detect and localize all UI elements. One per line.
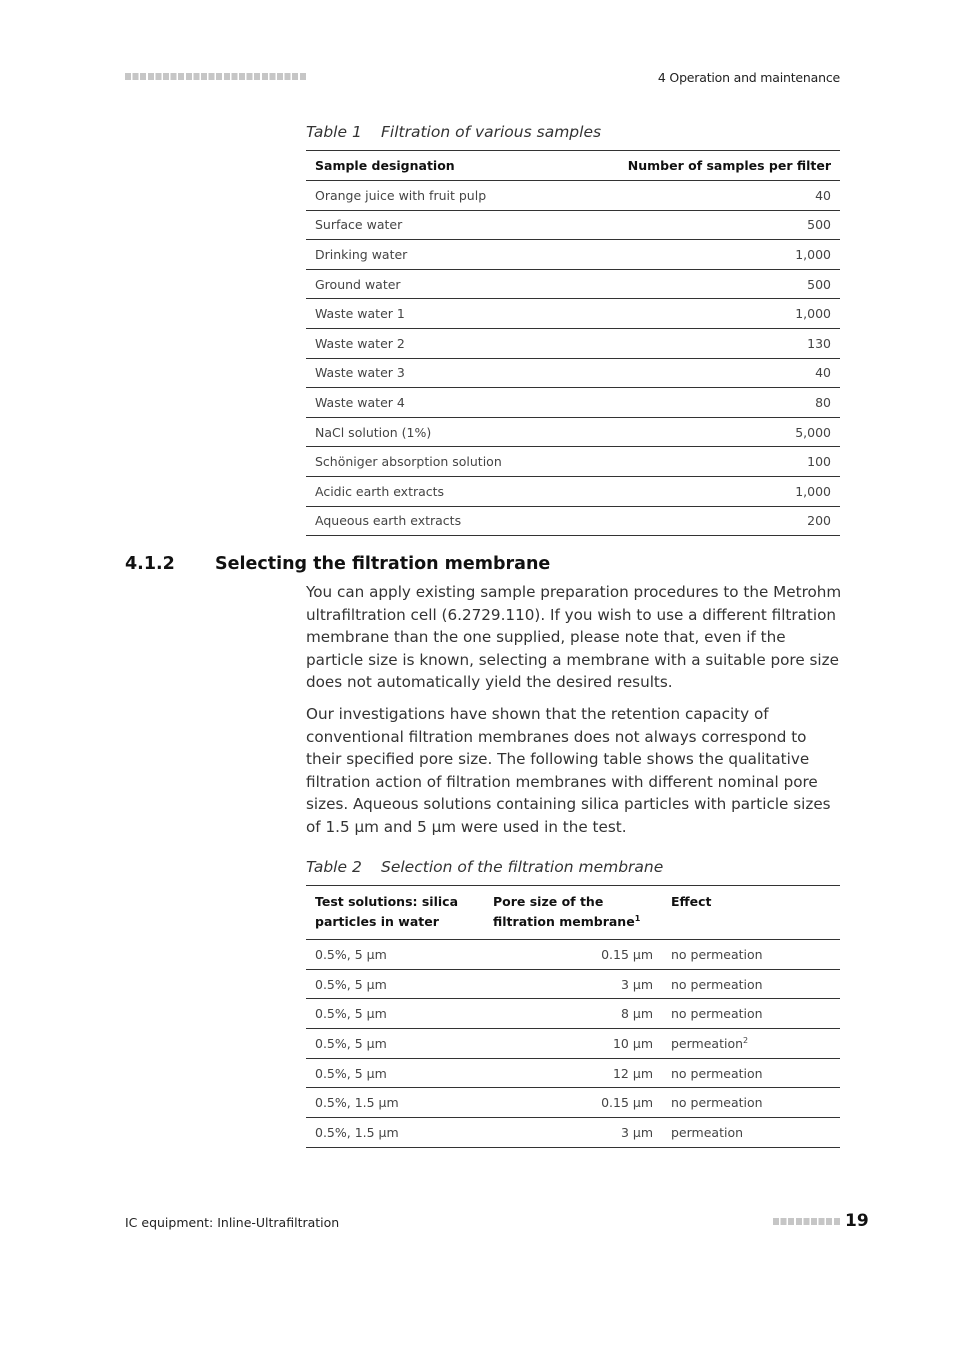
table2-caption-number: Table 2: [306, 858, 362, 876]
effect-text: permeation: [671, 1124, 744, 1140]
table1-cell: Acidic earth extracts: [306, 476, 563, 506]
table1-cell: 1,000: [563, 476, 840, 506]
table1-cell: 130: [563, 328, 840, 358]
table1-cell: 40: [563, 358, 840, 388]
chapter-header: 4 Operation and maintenance: [657, 70, 840, 85]
table2-cell: [662, 1118, 840, 1148]
table2-cell: 0.5%, 5 µm: [306, 999, 484, 1029]
table1-header-cell: Number of samples per filter: [563, 151, 840, 181]
table1-cell: Waste water 1: [306, 299, 563, 329]
table2-header-cell: Effect: [662, 886, 840, 940]
table2-caption-title: Selection of the filtration membrane: [381, 858, 664, 876]
table2-cell: [662, 940, 840, 970]
table1-cell: Drinking water: [306, 240, 563, 270]
footnote-marker: 1: [634, 913, 641, 923]
table1-caption: [306, 123, 601, 141]
table-row: [306, 969, 840, 999]
table2-cell: 0.15 µm: [484, 1088, 662, 1118]
table-row: [306, 328, 840, 358]
table-row: [306, 388, 840, 418]
table1: [306, 150, 840, 536]
table2-cell: 0.5%, 5 µm: [306, 1029, 484, 1059]
table1-cell: 500: [563, 269, 840, 299]
table1-cell: 80: [563, 388, 840, 418]
effect-text: permeation: [671, 1035, 744, 1051]
table1-cell: 5,000: [563, 417, 840, 447]
table2-cell: 8 µm: [484, 999, 662, 1029]
table1-cell: 1,000: [563, 299, 840, 329]
table1-header-cell: Sample designation: [306, 151, 563, 181]
table1-cell: Waste water 4: [306, 388, 563, 418]
table-row: [306, 299, 840, 329]
footer-decoration: [773, 1218, 840, 1225]
table1-caption-number: Table 1: [306, 123, 362, 141]
table1-cell: Aqueous earth extracts: [306, 506, 563, 536]
table2-cell: 0.5%, 5 µm: [306, 1058, 484, 1088]
footer-document-title: IC equipment: Inline-Ultrafiltration: [125, 1215, 340, 1230]
table-row: [306, 240, 840, 270]
effect-text: no permeation: [671, 1095, 763, 1111]
table1-cell: Waste water 3: [306, 358, 563, 388]
section-number: 4.1.2: [125, 554, 175, 574]
table-row: [306, 447, 840, 477]
table2-cell: 12 µm: [484, 1058, 662, 1088]
table-row: [306, 1058, 840, 1088]
table2-cell: [662, 999, 840, 1029]
effect-text: no permeation: [671, 976, 763, 992]
table-row: [306, 476, 840, 506]
table-row: [306, 1029, 840, 1059]
table1-cell: 1,000: [563, 240, 840, 270]
table1-cell: Schöniger absorption solution: [306, 447, 563, 477]
table2-cell: [662, 969, 840, 999]
table2-header-cell: [484, 886, 662, 940]
table1-caption-title: Filtration of various samples: [381, 123, 602, 141]
section-title: Selecting the filtration membrane: [215, 554, 551, 574]
table-row: [306, 181, 840, 211]
table2: [306, 885, 840, 1148]
paragraph: You can apply existing sample preparation procedures to the Metrohm ultrafiltration cell (6.2729.110). If you wish to use a different filtration membrane than the one supplied, please note that, even if the particle size is known, selecting a membrane with a suitable pore size does not automatically yield the desired results.: [306, 583, 842, 691]
table2-cell: [662, 1088, 840, 1118]
table-row: [306, 999, 840, 1029]
page-number: 19: [845, 1211, 869, 1231]
table2-cell: 0.15 µm: [484, 940, 662, 970]
table-row: [306, 210, 840, 240]
table-row: [306, 1118, 840, 1148]
table1-cell: NaCl solution (1%): [306, 417, 563, 447]
table-row: [306, 940, 840, 970]
table-row: [306, 506, 840, 536]
table2-cell: 0.5%, 5 µm: [306, 969, 484, 999]
paragraph: Our investigations have shown that the retention capacity of conventional filtration membranes does not always correspond to their specified pore size. The following table shows the qualitative filtration action of filtration membranes with different nominal pore sizes. Aqueous solutions containing silica particles with particle sizes of 1.5 µm and 5 µm were used in the test.: [306, 705, 831, 836]
effect-text: no permeation: [671, 1006, 763, 1022]
table-row: [306, 269, 840, 299]
table2-cell: [662, 1029, 840, 1059]
effect-text: no permeation: [671, 946, 763, 962]
table2-cell: 0.5%, 1.5 µm: [306, 1118, 484, 1148]
header-decoration: [125, 73, 307, 80]
table2-header-text: Pore size of the filtration membrane: [493, 894, 635, 929]
table1-cell: Surface water: [306, 210, 563, 240]
table1-cell: 500: [563, 210, 840, 240]
table2-cell: 3 µm: [484, 1118, 662, 1148]
table-row: [306, 1088, 840, 1118]
table1-cell: 100: [563, 447, 840, 477]
table1-cell: Waste water 2: [306, 328, 563, 358]
table2-cell: 3 µm: [484, 969, 662, 999]
table1-cell: 200: [563, 506, 840, 536]
table1-cell: Orange juice with fruit pulp: [306, 181, 563, 211]
table2-header-row: [306, 886, 840, 940]
table2-cell: 0.5%, 5 µm: [306, 940, 484, 970]
table2-cell: [662, 1058, 840, 1088]
table2-caption: [306, 858, 663, 876]
table1-cell: Ground water: [306, 269, 563, 299]
table1-header-row: [306, 151, 840, 181]
table2-header-cell: Test solutions: silica particles in water: [306, 886, 484, 940]
table2-cell: 10 µm: [484, 1029, 662, 1059]
table-row: [306, 358, 840, 388]
effect-text: no permeation: [671, 1065, 763, 1081]
table1-cell: 40: [563, 181, 840, 211]
table2-cell: 0.5%, 1.5 µm: [306, 1088, 484, 1118]
table-row: [306, 417, 840, 447]
footnote-marker: 2: [743, 1035, 749, 1045]
